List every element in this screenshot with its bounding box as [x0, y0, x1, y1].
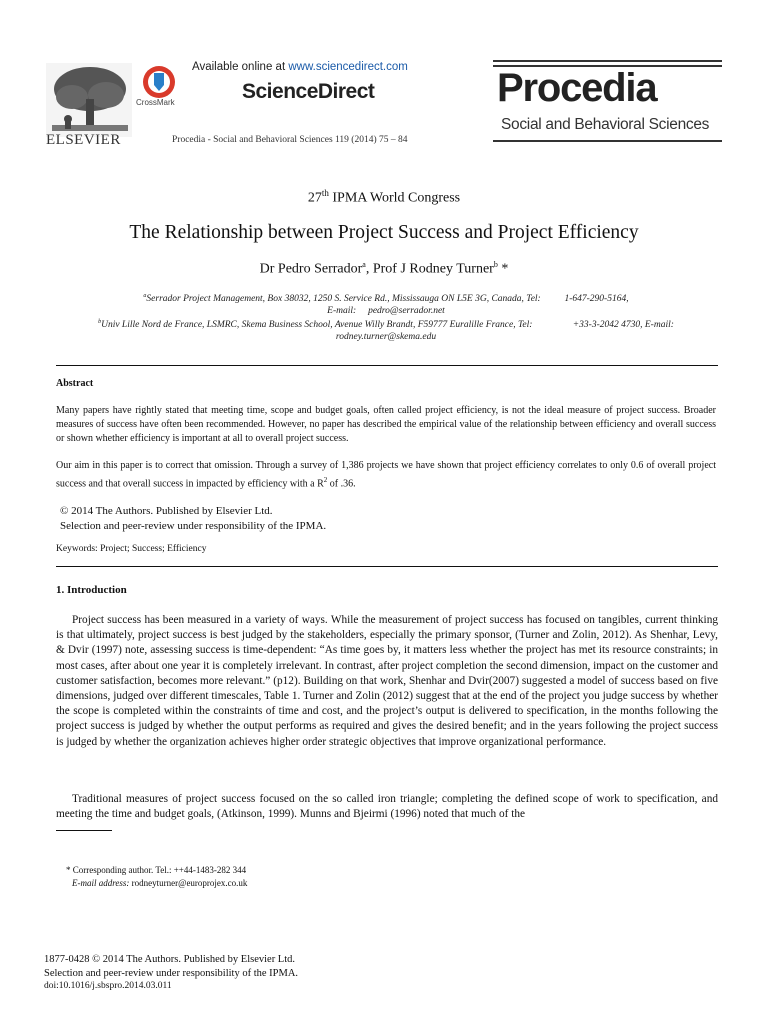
congress-line: [0, 188, 768, 207]
footnote-email: rodneyturner@europrojex.co.uk: [129, 878, 248, 888]
paper-title: The Relationship between Project Success and Project Efficiency: [129, 222, 639, 243]
section-heading-introduction: 1. Introduction: [56, 584, 127, 596]
affiliation-b: [76, 316, 696, 343]
abstract-paragraph-1: Many papers have rightly stated that meeting time, scope and budget goals, often called project efficiency, is not the ideal measure of project success. Broader measures of success have often been recommended. However, no paper has described the empirical value of the relationship between efficiency and overall success or shown whether efficiency is important at all to overall project success.: [56, 405, 716, 445]
journal-reference: Procedia - Social and Behavioral Sciences 119 (2014) 75 – 84: [172, 135, 408, 145]
corresponding-star: *: [497, 261, 509, 277]
procedia-bottom-rule: [493, 140, 722, 145]
copyright-line-1: © 2014 The Authors. Published by Elsevier Ltd.: [60, 505, 273, 517]
peer-review-line: Selection and peer-review under responsibility of the IPMA.: [44, 967, 299, 979]
abstract-heading: Abstract: [56, 378, 94, 389]
sciencedirect-brand: ScienceDirect: [242, 80, 375, 103]
crossmark-label: CrossMark: [136, 98, 175, 107]
bottom-metadata: [44, 953, 298, 994]
footnote-email-line: [66, 877, 247, 890]
authors-line: [0, 260, 768, 278]
copyright-line-2: Selection and peer-review under responsibility of the IPMA.: [60, 520, 327, 532]
intro-paragraph-2: Traditional measures of project success focused on the so called iron triangle; completing the defined scope of work to specification, and meeting the time and budget goals, (Atkinson, 1999). Munns and Bjeirmi (1996) noted that much of the: [56, 793, 718, 821]
congress-ordinal: th: [321, 188, 329, 198]
publisher-wordmark: ELSEVIER: [46, 132, 121, 148]
footnote: [66, 864, 247, 890]
abstract-p2-text: Our aim in this paper is to correct that omission. Through a survey of 1,386 projects we have shown that project efficiency correlates to only 0.6 of overall project success and that overall success in impacted by efficiency with a R: [56, 460, 716, 490]
available-online-line: [192, 61, 408, 73]
issn-line: 1877-0428 © 2014 The Authors. Published by Elsevier Ltd.: [44, 954, 296, 965]
author-2-affil: b: [493, 260, 498, 269]
procedia-subtitle: Social and Behavioral Sciences: [501, 116, 710, 133]
abstract-paragraph-2: [56, 459, 716, 492]
footnote-email-label: E-mail address:: [72, 878, 130, 888]
abstract-p2-end: of .36.: [327, 478, 356, 490]
doi-link[interactable]: doi:10.1016/j.sbspro.2014.03.011: [44, 981, 172, 991]
affil-b-email: rodney.turner@skema.edu: [335, 332, 437, 343]
r-squared-sup: 2: [323, 476, 328, 485]
intro-paragraph-1: Project success has been measured in a variety of ways. While the measurement of project success has focused on tangibles, current thinking is that ultimately, project success is best judged by the stakeholders, especially the primary sponsor, (Turner and Zolin, 2012). As Shenhar, Levy, & Dvir (1997) note, assessing success is time-dependent: “As time goes by, it matters less whether the project has met its resource constraints; in most cases, after about one year it is completely irrelevant. In contrast, after project completion the second dimension, impact on the customer and customer satisfaction, becomes more relevant.” (p12). Building on that work, Shenhar and Dvir(2007) suggested a model of success based on five dimensions, judged over different timescales, Table 1. Turner and Zolin (2012) suggest that at the end of the project you judge success by whether the scope is completed within the constraints of time and cost, and the project’s output is delivered to specification, in the months following the project success is judged by whether the output performs as required and gives the desired benefit; and in the years following the project success is judged by whether the organization achieves higher order strategic objectives that improve organizational performance.: [56, 614, 718, 748]
footnote-corresponding: * Corresponding author. Tel.: ++44-1483-282 344: [66, 865, 247, 875]
procedia-title: Procedia: [497, 66, 657, 110]
affiliation-a: [76, 290, 696, 317]
affil-a-marker: a: [143, 293, 147, 299]
author-2: Prof J Rodney Turner: [372, 261, 494, 277]
congress-name: IPMA World Congress: [328, 190, 461, 206]
copyright-notice: [60, 504, 326, 534]
sciencedirect-link[interactable]: www.sciencedirect.com: [288, 61, 408, 73]
congress-number: 27: [307, 190, 322, 206]
keywords: Keywords: Project; Success; Efficiency: [56, 544, 207, 554]
available-prefix: Available online at: [192, 61, 289, 73]
affil-b-text: Univ Lille Nord de France, LSMRC, Skema Business School, Avenue Willy Brandt, F59777 Euralille France, Tel: +33-3-2042 4730, E-mail:: [101, 320, 674, 331]
affil-a-text: Serrador Project Management, Box 38032, 1250 S. Service Rd., Mississauga ON L5E 3G, Canada, Tel: 1-647-290-5164,: [146, 294, 629, 305]
author-1: Dr Pedro Serrador: [259, 261, 363, 277]
author-separator: ,: [365, 261, 373, 277]
affil-a-email: E-mail: pedro@serrador.net: [327, 306, 445, 317]
author-1-affil: a: [362, 260, 366, 269]
affil-b-marker: b: [98, 319, 102, 325]
footnote-rule: [56, 830, 112, 831]
abstract-top-rule: [56, 365, 718, 366]
abstract-bottom-rule: [56, 566, 718, 567]
